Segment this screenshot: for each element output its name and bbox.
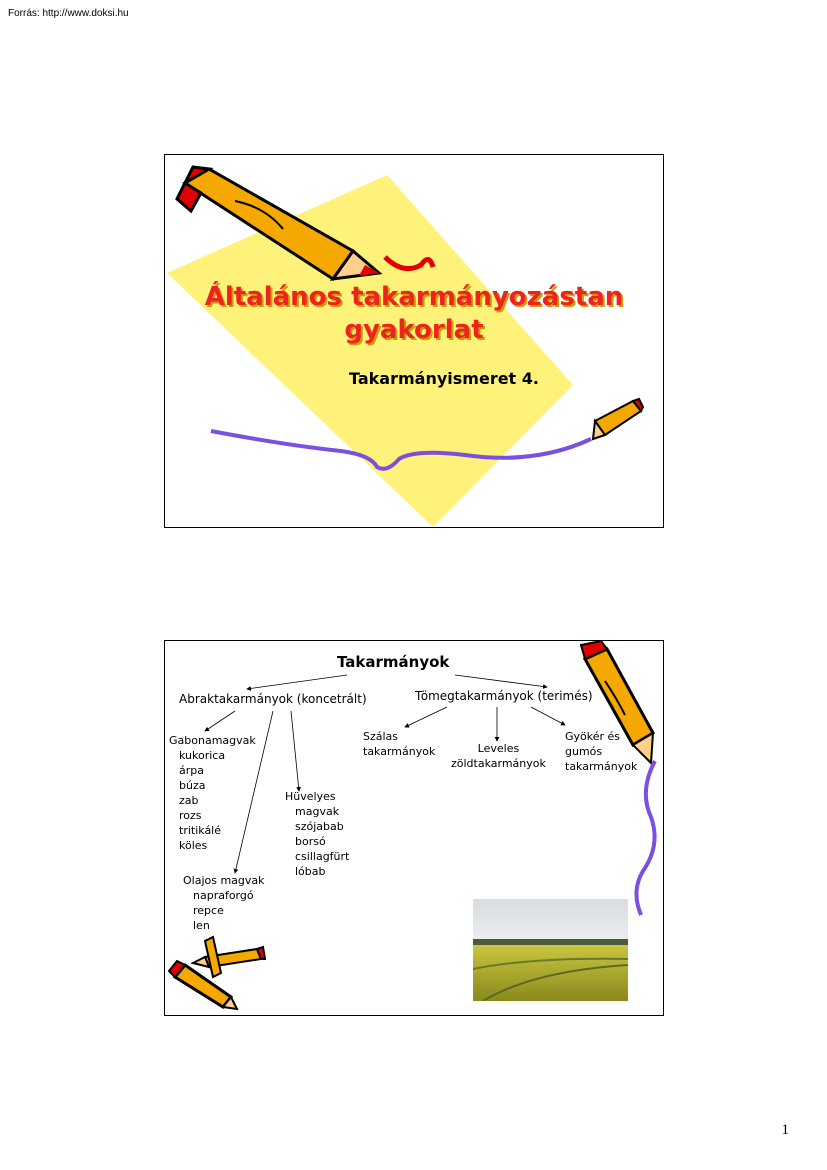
small-pencil-icon — [593, 399, 643, 439]
list-item: lóbab — [295, 865, 326, 878]
slide-feed-tree — [164, 640, 664, 1016]
list-item: magvak — [295, 805, 340, 818]
list-item: borsó — [295, 835, 326, 848]
leveles-node — [451, 741, 546, 771]
crossed-pencils-icon — [169, 937, 265, 1009]
title-line-2: gyakorlat — [344, 315, 484, 345]
list-item: napraforgó — [193, 889, 254, 902]
gabona-list — [169, 733, 256, 853]
purple-squiggle-2 — [636, 761, 655, 915]
yellow-note-shape — [167, 175, 573, 527]
olajos-title: Olajos magvak — [183, 874, 265, 887]
gyoker-node — [565, 729, 637, 774]
huvelyes-title: Hüvelyes — [285, 790, 336, 803]
szalas-node — [363, 729, 435, 759]
list-item: csillagfürt — [295, 850, 350, 863]
gabona-title: Gabonamagvak — [169, 734, 256, 747]
slide1-subtitle: Takarmányismeret 4. — [349, 369, 539, 388]
page-number: 1 — [781, 1122, 789, 1138]
leveles-line-1: Leveles — [477, 742, 520, 755]
list-item: repce — [193, 904, 224, 917]
gyoker-line-2: gumós — [565, 745, 603, 758]
tomeg-node: Tömegtakarmányok (terimés) — [415, 689, 593, 703]
list-item: árpa — [179, 764, 204, 777]
tree-root: Takarmányok — [337, 653, 450, 671]
szalas-line-2: takarmányok — [363, 745, 436, 758]
list-item: rozs — [179, 809, 202, 822]
source-note: Forrás: http://www.doksi.hu — [8, 8, 129, 19]
slide1-title — [165, 281, 663, 347]
list-item: búza — [179, 779, 206, 792]
gyoker-line-1: Gyökér és — [565, 730, 621, 743]
list-item: zab — [179, 794, 199, 807]
list-item: szójabab — [295, 820, 344, 833]
list-item: kukorica — [179, 749, 226, 762]
leveles-line-2: zöldtakarmányok — [451, 757, 546, 770]
abrak-node: Abraktakarmányok (koncetrált) — [179, 692, 367, 706]
szalas-line-1: Szálas — [363, 730, 399, 743]
list-item: len — [193, 919, 210, 932]
slide-title — [164, 154, 664, 528]
rapeseed-field-photo — [473, 899, 628, 1001]
olajos-list — [183, 873, 265, 933]
list-item: tritikálé — [179, 824, 222, 837]
list-item: köles — [179, 839, 208, 852]
gyoker-line-3: takarmányok — [565, 760, 638, 773]
huvelyes-list — [285, 789, 349, 879]
title-line-1: Általános takarmányozástan — [204, 282, 624, 312]
